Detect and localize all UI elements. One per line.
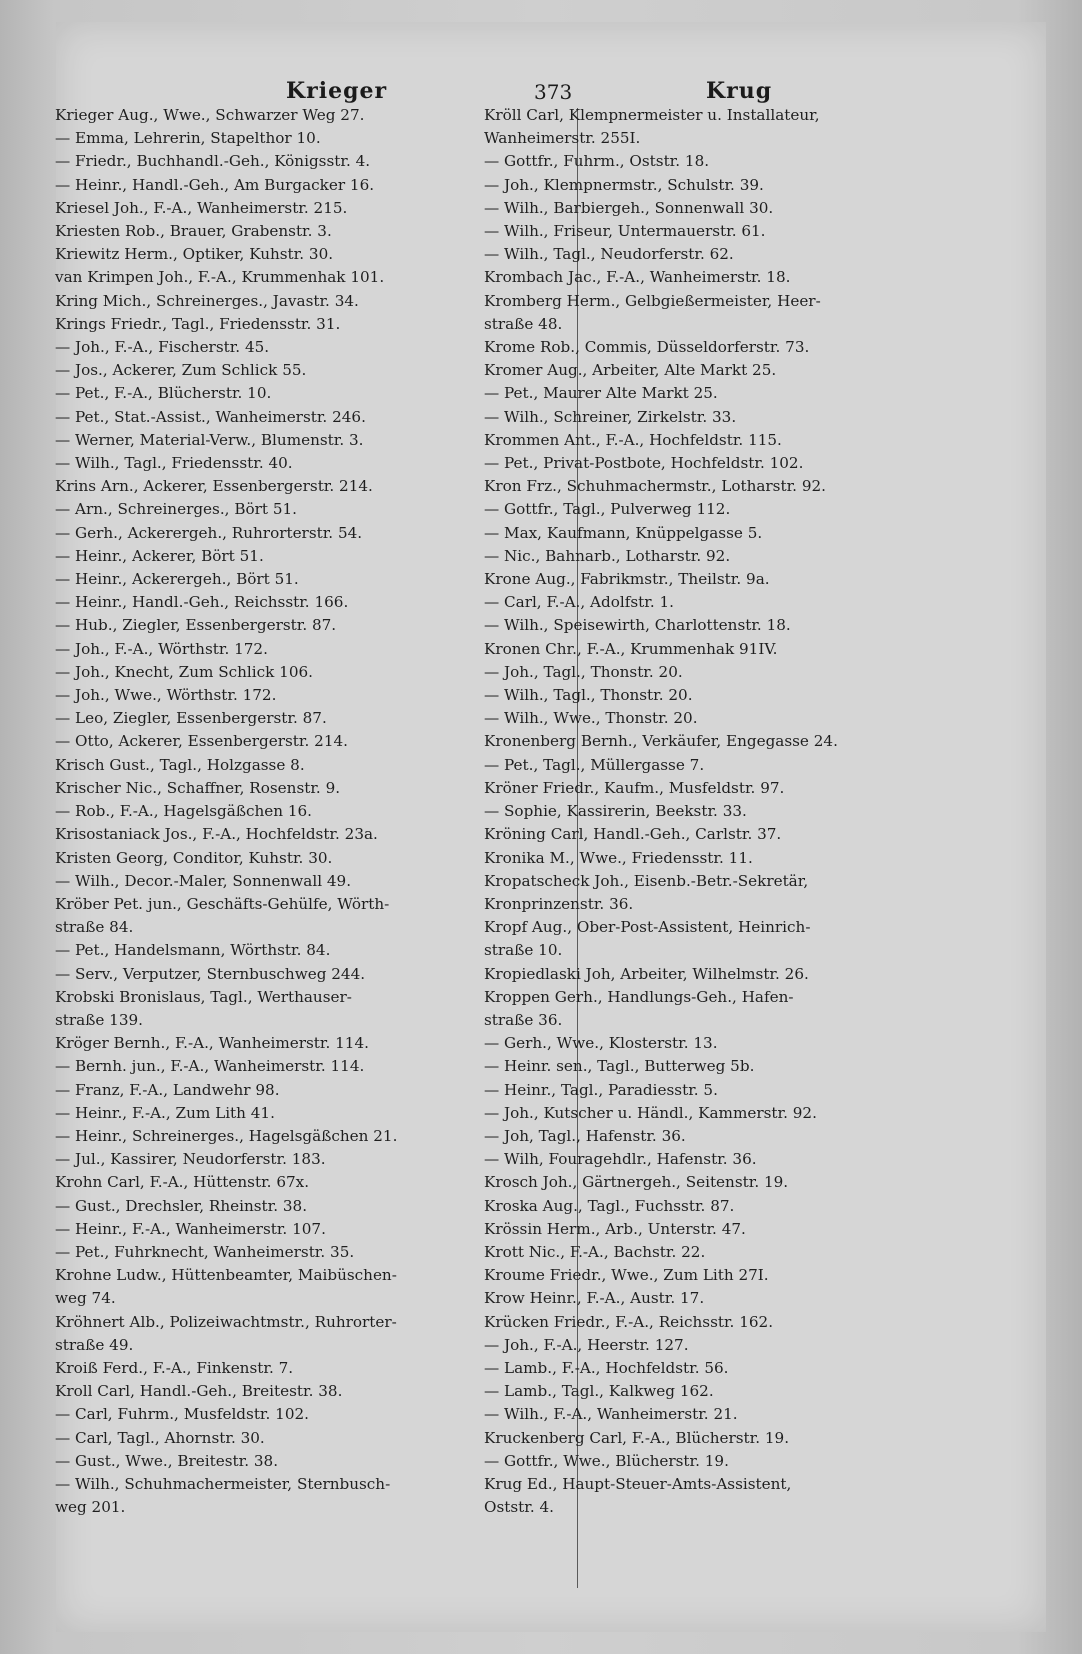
directory-entry: Krobski Bronislaus, Tagl., Werthauser- bbox=[55, 987, 352, 1006]
directory-entry: Kristen Georg, Conditor, Kuhstr. 30. bbox=[55, 848, 333, 867]
directory-entry: Krohn Carl, F.-A., Hüttenstr. 67x. bbox=[55, 1173, 310, 1192]
directory-entry: Kromberg Herm., Gelbgießermeister, Heer- bbox=[484, 291, 821, 310]
directory-entry: Kröner Friedr., Kaufm., Musfeldstr. 97. bbox=[484, 778, 785, 797]
directory-entry: — Pet., Tagl., Müllergasse 7. bbox=[484, 755, 705, 774]
directory-entry: — Wilh., Wwe., Thonstr. 20. bbox=[484, 709, 698, 728]
directory-entry: Kronprinzenstr. 36. bbox=[484, 894, 634, 913]
directory-entry: Kroume Friedr., Wwe., Zum Lith 27I. bbox=[484, 1266, 769, 1285]
directory-entry: — Joh., Knecht, Zum Schlick 106. bbox=[55, 662, 313, 681]
directory-entry: Krone Aug., Fabrikmstr., Theilstr. 9a. bbox=[484, 570, 770, 589]
directory-entry: straße 48. bbox=[484, 314, 563, 333]
directory-entry: Krins Arn., Ackerer, Essenbergerstr. 214. bbox=[55, 477, 373, 496]
directory-entry: — Emma, Lehrerin, Stapelthor 10. bbox=[55, 129, 321, 148]
directory-entry: Kronenberg Bernh., Verkäufer, Engegasse 24. bbox=[484, 732, 838, 751]
directory-entry: Kröber Pet. jun., Geschäfts-Gehülfe, Wörth- bbox=[55, 894, 390, 913]
directory-entry: — Wilh., Tagl., Friedensstr. 40. bbox=[55, 454, 293, 473]
directory-entry: Kroska Aug., Tagl., Fuchsstr. 87. bbox=[484, 1196, 735, 1215]
directory-entry: Krott Nic., F.-A., Bachstr. 22. bbox=[484, 1242, 706, 1261]
directory-entry: — Heinr., Ackerergeh., Bört 51. bbox=[55, 570, 299, 589]
directory-entry: — Wilh., Schreiner, Zirkelstr. 33. bbox=[484, 407, 737, 426]
directory-entry: Krohne Ludw., Hüttenbeamter, Maibüschen- bbox=[55, 1266, 397, 1285]
directory-entry: Kropatscheck Joh., Eisenb.-Betr.-Sekretär, bbox=[484, 871, 809, 890]
directory-entry: — Jos., Ackerer, Zum Schlick 55. bbox=[55, 361, 307, 380]
directory-entry: Kröning Carl, Handl.-Geh., Carlstr. 37. bbox=[484, 825, 782, 844]
directory-entry: — Pet., Privat-Postbote, Hochfeldstr. 102. bbox=[484, 454, 804, 473]
directory-entry: — Lamb., F.-A., Hochfeldstr. 56. bbox=[484, 1358, 729, 1377]
directory-entry: straße 49. bbox=[55, 1335, 134, 1354]
directory-entry: — Carl, Fuhrm., Musfeldstr. 102. bbox=[55, 1405, 309, 1424]
directory-entry: — Heinr., Handl.-Geh., Am Burgacker 16. bbox=[55, 175, 375, 194]
directory-entry: Kropiedlaski Joh, Arbeiter, Wilhelmstr. 26. bbox=[484, 964, 809, 983]
directory-entry: — Heinr., F.-A., Wanheimerstr. 107. bbox=[55, 1219, 326, 1238]
directory-entry: Kron Frz., Schuhmachermstr., Lotharstr. 92. bbox=[484, 477, 826, 496]
directory-entry: Kriewitz Herm., Optiker, Kuhstr. 30. bbox=[55, 245, 334, 264]
directory-entry: — Joh, Tagl., Hafenstr. 36. bbox=[484, 1126, 686, 1145]
directory-entry: Oststr. 4. bbox=[484, 1498, 554, 1517]
directory-entry: — Joh., F.-A., Heerstr. 127. bbox=[484, 1335, 689, 1354]
directory-entry: — Gerh., Wwe., Klosterstr. 13. bbox=[484, 1034, 718, 1053]
page-header bbox=[56, 72, 1046, 108]
directory-entry: — Leo, Ziegler, Essenbergerstr. 87. bbox=[55, 709, 327, 728]
directory-entry: — Pet., Maurer Alte Markt 25. bbox=[484, 384, 718, 403]
directory-entry: Krommen Ant., F.-A., Hochfeldstr. 115. bbox=[484, 430, 782, 449]
directory-entry: — Werner, Material-Verw., Blumenstr. 3. bbox=[55, 430, 364, 449]
directory-entry: — Joh., Kutscher u. Händl., Kammerstr. 92. bbox=[484, 1103, 817, 1122]
directory-entry: Kroll Carl, Handl.-Geh., Breitestr. 38. bbox=[55, 1382, 343, 1401]
directory-entry: Krome Rob., Commis, Düsseldorferstr. 73. bbox=[484, 338, 810, 357]
directory-entry: — Heinr. sen., Tagl., Butterweg 5b. bbox=[484, 1057, 755, 1076]
directory-entry: Kroppen Gerh., Handlungs-Geh., Hafen- bbox=[484, 987, 794, 1006]
directory-entry: Kriesel Joh., F.-A., Wanheimerstr. 215. bbox=[55, 198, 348, 217]
directory-entry: Krisostaniack Jos., F.-A., Hochfeldstr. 23a. bbox=[55, 825, 378, 844]
directory-entry: — Wilh., Speisewirth, Charlottenstr. 18. bbox=[484, 616, 791, 635]
directory-entry: — Carl, F.-A., Adolfstr. 1. bbox=[484, 593, 674, 612]
directory-entry: — Arn., Schreinerges., Bört 51. bbox=[55, 500, 297, 519]
directory-entry: Kromer Aug., Arbeiter, Alte Markt 25. bbox=[484, 361, 777, 380]
directory-entry: — Serv., Verputzer, Sternbuschweg 244. bbox=[55, 964, 366, 983]
directory-entry: Kröll Carl, Klempnermeister u. Installateur, bbox=[484, 106, 820, 124]
directory-entry: straße 139. bbox=[55, 1010, 143, 1029]
directory-entry: — Gottfr., Wwe., Blücherstr. 19. bbox=[484, 1451, 729, 1470]
directory-entry: Kroiß Ferd., F.-A., Finkenstr. 7. bbox=[55, 1358, 294, 1377]
directory-entry: — Sophie, Kassirerin, Beekstr. 33. bbox=[484, 802, 747, 821]
directory-entry: Kronen Chr., F.-A., Krummenhak 91IV. bbox=[484, 639, 778, 658]
directory-entry: — Franz, F.-A., Landwehr 98. bbox=[55, 1080, 280, 1099]
directory-entry: Krössin Herm., Arb., Unterstr. 47. bbox=[484, 1219, 746, 1238]
directory-entry: straße 84. bbox=[55, 918, 134, 937]
directory-entry: van Krimpen Joh., F.-A., Krummenhak 101. bbox=[55, 268, 385, 287]
directory-entry: weg 201. bbox=[55, 1498, 126, 1517]
directory-entry: — Heinr., F.-A., Zum Lith 41. bbox=[55, 1103, 275, 1122]
directory-entry: — Bernh. jun., F.-A., Wanheimerstr. 114. bbox=[55, 1057, 365, 1076]
directory-entry: Krombach Jac., F.-A., Wanheimerstr. 18. bbox=[484, 268, 791, 287]
directory-entry: straße 10. bbox=[484, 941, 563, 960]
directory-entry: — Heinr., Tagl., Paradiesstr. 5. bbox=[484, 1080, 718, 1099]
directory-entry: Kropf Aug., Ober-Post-Assistent, Heinrich- bbox=[484, 918, 811, 937]
directory-entry: — Joh., F.-A., Wörthstr. 172. bbox=[55, 639, 268, 658]
directory-entry: Krow Heinr., F.-A., Austr. 17. bbox=[484, 1289, 705, 1308]
directory-entry: — Nic., Bahnarb., Lotharstr. 92. bbox=[484, 546, 731, 565]
directory-entry: Krischer Nic., Schaffner, Rosenstr. 9. bbox=[55, 778, 341, 797]
directory-entry: — Lamb., Tagl., Kalkweg 162. bbox=[484, 1382, 714, 1401]
directory-entry: — Pet., Fuhrknecht, Wanheimerstr. 35. bbox=[55, 1242, 355, 1261]
header-left-catchword: Krieger bbox=[286, 78, 388, 104]
directory-entry: Kriesten Rob., Brauer, Grabenstr. 3. bbox=[55, 222, 332, 241]
directory-entry: — Joh., F.-A., Fischerstr. 45. bbox=[55, 338, 270, 357]
directory-entry: — Wilh., Friseur, Untermauerstr. 61. bbox=[484, 222, 766, 241]
directory-entry: — Jul., Kassirer, Neudorferstr. 183. bbox=[55, 1150, 326, 1169]
directory-entry: — Joh., Tagl., Thonstr. 20. bbox=[484, 662, 683, 681]
page-number: 373 bbox=[534, 80, 573, 104]
directory-entry: — Friedr., Buchhandl.-Geh., Königsstr. 4. bbox=[55, 152, 371, 171]
directory-entry: Kronika M., Wwe., Friedensstr. 11. bbox=[484, 848, 753, 867]
directory-entry: — Wilh., Decor.-Maler, Sonnenwall 49. bbox=[55, 871, 352, 890]
directory-entry: — Gust., Wwe., Breitestr. 38. bbox=[55, 1451, 279, 1470]
directory-entry: — Max, Kaufmann, Knüppelgasse 5. bbox=[484, 523, 763, 542]
directory-entry: — Wilh, Fouragehdlr., Hafenstr. 36. bbox=[484, 1150, 757, 1169]
directory-entry: Wanheimerstr. 255I. bbox=[484, 129, 641, 148]
directory-entry: Krisch Gust., Tagl., Holzgasse 8. bbox=[55, 755, 305, 774]
directory-entry: — Wilh., Tagl., Neudorferstr. 62. bbox=[484, 245, 734, 264]
directory-entry: — Wilh., Tagl., Thonstr. 20. bbox=[484, 686, 693, 705]
directory-entry: — Heinr., Ackerer, Bört 51. bbox=[55, 546, 264, 565]
directory-entry: — Pet., F.-A., Blücherstr. 10. bbox=[55, 384, 272, 403]
directory-entry: — Heinr., Schreinerges., Hagelsgäßchen 21. bbox=[55, 1126, 398, 1145]
directory-entry: — Joh., Wwe., Wörthstr. 172. bbox=[55, 686, 277, 705]
directory-entry: — Pet., Handelsmann, Wörthstr. 84. bbox=[55, 941, 331, 960]
directory-entry: Krieger Aug., Wwe., Schwarzer Weg 27. bbox=[55, 106, 365, 124]
directory-entry: — Wilh., Schuhmachermeister, Sternbusch- bbox=[55, 1474, 391, 1493]
directory-entry: Kröhnert Alb., Polizeiwachtmstr., Ruhrorter- bbox=[55, 1312, 397, 1331]
directory-entry: Krug Ed., Haupt-Steuer-Amts-Assistent, bbox=[484, 1474, 792, 1493]
directory-entry: — Gust., Drechsler, Rheinstr. 38. bbox=[55, 1196, 308, 1215]
directory-entry: Krücken Friedr., F.-A., Reichsstr. 162. bbox=[484, 1312, 774, 1331]
directory-entry: — Otto, Ackerer, Essenbergerstr. 214. bbox=[55, 732, 348, 751]
directory-entry: — Wilh., F.-A., Wanheimerstr. 21. bbox=[484, 1405, 738, 1424]
directory-entry: Kröger Bernh., F.-A., Wanheimerstr. 114. bbox=[55, 1034, 369, 1053]
directory-entry: — Hub., Ziegler, Essenbergerstr. 87. bbox=[55, 616, 337, 635]
left-column bbox=[55, 104, 495, 1519]
directory-entry: straße 36. bbox=[484, 1010, 563, 1029]
directory-entry: — Gerh., Ackerergeh., Ruhrorterstr. 54. bbox=[55, 523, 363, 542]
directory-entry: — Joh., Klempnermstr., Schulstr. 39. bbox=[484, 175, 764, 194]
directory-entry: weg 74. bbox=[55, 1289, 116, 1308]
directory-entry: — Wilh., Barbiergeh., Sonnenwall 30. bbox=[484, 198, 774, 217]
directory-entry: Krings Friedr., Tagl., Friedensstr. 31. bbox=[55, 314, 341, 333]
right-column bbox=[484, 104, 924, 1519]
directory-entry: Kruckenberg Carl, F.-A., Blücherstr. 19. bbox=[484, 1428, 790, 1447]
directory-entry: — Heinr., Handl.-Geh., Reichsstr. 166. bbox=[55, 593, 349, 612]
directory-entry: — Pet., Stat.-Assist., Wanheimerstr. 246. bbox=[55, 407, 366, 426]
directory-entry: — Gottfr., Tagl., Pulverweg 112. bbox=[484, 500, 731, 519]
directory-entry: Kring Mich., Schreinerges., Javastr. 34. bbox=[55, 291, 359, 310]
directory-entry: — Carl, Tagl., Ahornstr. 30. bbox=[55, 1428, 265, 1447]
directory-entry: Krosch Joh., Gärtnergeh., Seitenstr. 19. bbox=[484, 1173, 789, 1192]
header-right-catchword: Krug bbox=[706, 78, 773, 104]
directory-entry: — Gottfr., Fuhrm., Oststr. 18. bbox=[484, 152, 710, 171]
directory-entry: — Rob., F.-A., Hagelsgäßchen 16. bbox=[55, 802, 312, 821]
